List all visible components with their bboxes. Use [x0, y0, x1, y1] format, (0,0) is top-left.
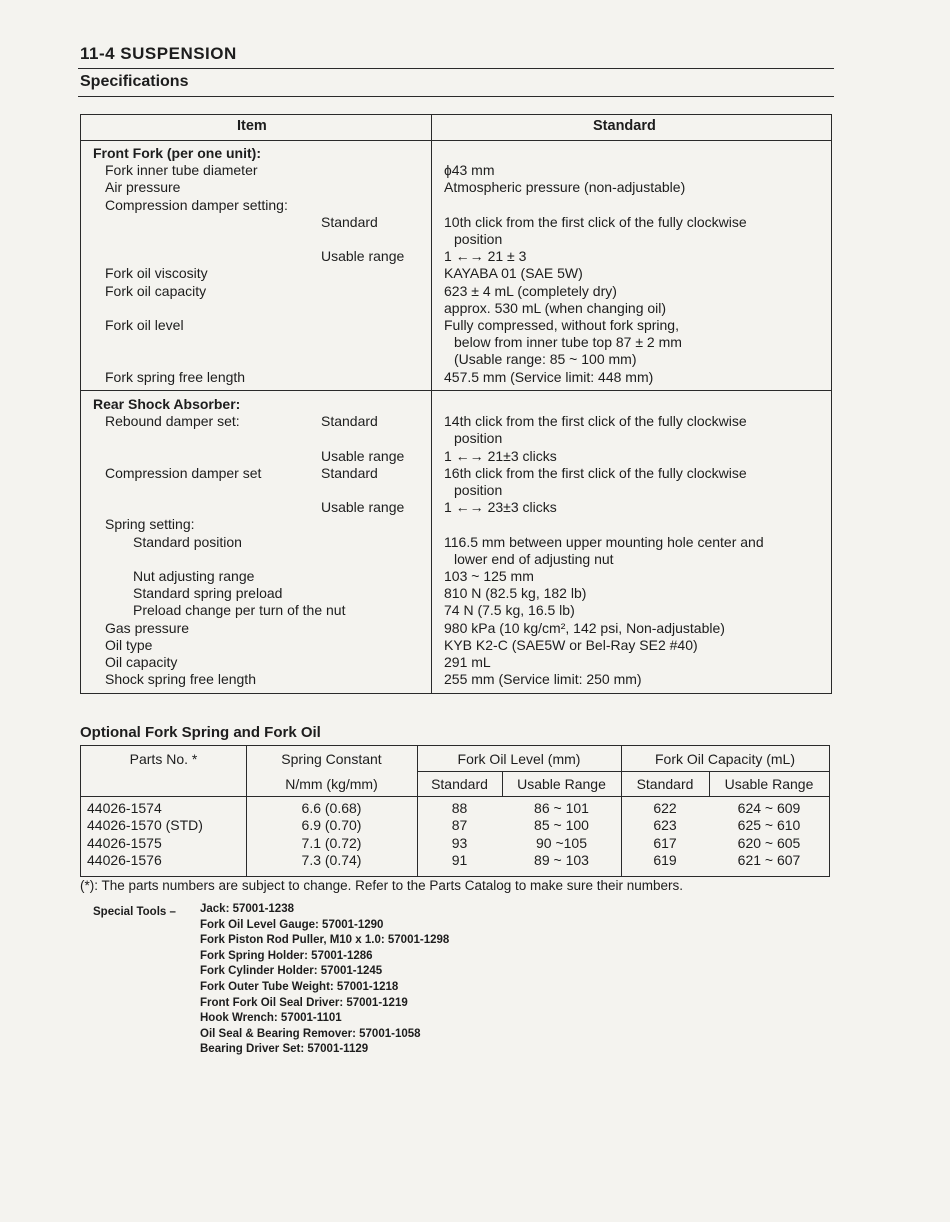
spec-label: Oil type	[105, 636, 153, 653]
spec-value: position	[454, 231, 503, 247]
spec-value: Atmospheric pressure (non-adjustable)	[444, 179, 686, 196]
optional-table-title: Optional Fork Spring and Fork Oil	[80, 724, 321, 741]
spec-value: 1 ←→ 23±3 clicks	[444, 499, 557, 516]
spec-label: Oil capacity	[105, 654, 178, 670]
spec-label: Rebound damper set:	[105, 413, 240, 430]
table-cell: 620 ~ 605	[737, 834, 801, 851]
spec-value: 116.5 mm between upper mounting hole center and	[444, 533, 764, 550]
special-tool-item: Jack: 57001-1238	[200, 903, 294, 915]
special-tool-item: Bearing Driver Set: 57001-1129	[200, 1043, 369, 1056]
spec-value: 10th click from the first click of the fully clockwise	[444, 213, 747, 230]
table-cell: 622	[653, 800, 677, 816]
spec-label: Air pressure	[105, 179, 181, 196]
special-tool-item: Hook Wrench: 57001-1101	[200, 1012, 342, 1025]
table-cell: 93	[451, 834, 468, 851]
table-divider	[417, 771, 829, 772]
table-cell: 87	[451, 817, 468, 834]
part-number: 44026-1574	[87, 800, 162, 816]
spec-label: Compression damper setting:	[105, 196, 288, 213]
spec-label: Preload change per turn of the nut	[133, 602, 346, 619]
special-tool-item: Oil Seal & Bearing Remover: 57001-1058	[200, 1027, 421, 1040]
spec-value: position	[454, 482, 503, 498]
part-number: 44026-1576	[87, 851, 162, 868]
table-cell: 90 ~105	[536, 834, 587, 851]
column-header-item: Item	[237, 118, 267, 134]
special-tool-item: Front Fork Oil Seal Driver: 57001-1219	[200, 996, 408, 1009]
spec-value: below from inner tube top 87 ± 2 mm	[454, 334, 682, 351]
spec-label: Gas pressure	[105, 619, 190, 636]
spec-value: (Usable range: 85 ~ 100 mm)	[454, 351, 637, 368]
section-title: Specifications	[80, 73, 189, 90]
table-cell: 85 ~ 100	[534, 817, 589, 834]
rear-shock-heading: Rear Shock Absorber:	[93, 396, 241, 412]
table-cell: 7.1 (0.72)	[301, 834, 362, 851]
table-cell: 91	[451, 851, 468, 868]
table-cell: 6.9 (0.70)	[301, 817, 362, 834]
spec-label: Shock spring free length	[105, 671, 256, 688]
section-rule	[78, 96, 834, 97]
special-tool-item: Fork Oil Level Gauge: 57001-1290	[200, 918, 384, 931]
column-header-standard: Standard	[593, 118, 656, 134]
spec-value: Fully compressed, without fork spring,	[444, 317, 679, 333]
table-cell: 624 ~ 609	[737, 800, 801, 816]
optional-fork-table	[80, 745, 830, 877]
spec-value: 623 ± 4 mL (completely dry)	[444, 282, 617, 299]
spec-value: 1 ←→ 21 ± 3	[444, 248, 527, 265]
spec-value: 1 ←→ 21±3 clicks	[444, 447, 557, 464]
spec-label: Standard spring preload	[133, 585, 283, 602]
spec-value: KYB K2-C (SAE5W or Bel-Ray SE2 #40)	[444, 636, 698, 653]
special-tool-item: Fork Cylinder Holder: 57001-1245	[200, 965, 383, 978]
table-cell: 88	[451, 800, 468, 816]
header-rule	[78, 68, 834, 69]
table-cell: 621 ~ 607	[737, 851, 801, 868]
spec-value: 810 N (82.5 kg, 182 lb)	[444, 585, 587, 602]
spec-value: 457.5 mm (Service limit: 448 mm)	[444, 368, 654, 385]
spec-sublabel: Usable range	[321, 447, 405, 464]
table-divider	[431, 115, 432, 693]
special-tools-label: Special Tools –	[93, 906, 176, 918]
parts-note: (*): The parts numbers are subject to change. Refer to the Parts Catalog to make sure their numbers.	[80, 878, 684, 893]
spec-sublabel: Standard	[321, 464, 378, 481]
spec-value: 16th click from the first click of the fully clockwise	[444, 464, 747, 481]
header-standard: Standard	[431, 776, 488, 792]
spec-value: 291 mL	[444, 654, 491, 670]
spec-label: Fork oil level	[105, 317, 184, 333]
spec-label: Spring setting:	[105, 516, 195, 533]
table-cell: 623	[653, 817, 677, 834]
spec-label: Fork oil capacity	[105, 282, 207, 299]
front-fork-heading: Front Fork (per one unit):	[93, 145, 261, 161]
spec-sublabel: Standard	[321, 213, 378, 230]
table-cell: 6.6 (0.68)	[301, 800, 362, 816]
spec-label: Fork inner tube diameter	[105, 162, 258, 179]
header-parts-no: Parts No. *	[129, 751, 198, 767]
special-tool-item: Fork Spring Holder: 57001-1286	[200, 949, 373, 962]
header-oil-level: Fork Oil Level (mm)	[457, 751, 581, 767]
table-cell: 625 ~ 610	[737, 817, 801, 834]
spec-value: 103 ~ 125 mm	[444, 568, 534, 584]
spec-value: position	[454, 430, 503, 447]
spec-value: 14th click from the first click of the fully clockwise	[444, 413, 747, 430]
table-divider	[81, 796, 829, 797]
spec-label: Fork oil viscosity	[105, 265, 208, 282]
header-spring-constant: Spring Constant	[281, 751, 382, 767]
spec-value: 74 N (7.5 kg, 16.5 lb)	[444, 602, 575, 619]
spec-sublabel: Usable range	[321, 248, 405, 265]
spec-sublabel: Standard	[321, 413, 378, 430]
spec-label: Standard position	[133, 533, 242, 550]
part-number: 44026-1570 (STD)	[87, 817, 203, 834]
spec-label: Compression damper set	[105, 464, 262, 481]
header-usable-range: Usable Range	[724, 776, 814, 792]
special-tool-item: Fork Outer Tube Weight: 57001-1218	[200, 981, 399, 993]
spec-label: Nut adjusting range	[133, 568, 255, 584]
table-cell: 619	[653, 851, 677, 868]
table-cell: 86 ~ 101	[534, 800, 589, 816]
spec-value: KAYABA 01 (SAE 5W)	[444, 265, 583, 282]
part-number: 44026-1575	[87, 834, 162, 851]
spec-sublabel: Usable range	[321, 499, 405, 516]
table-cell: 89 ~ 103	[534, 851, 589, 868]
spec-value: 255 mm (Service limit: 250 mm)	[444, 671, 642, 688]
table-cell: 7.3 (0.74)	[301, 851, 362, 868]
spec-value: 980 kPa (10 kg/cm², 142 psi, Non-adjustable)	[444, 619, 725, 636]
header-spring-unit: N/mm (kg/mm)	[285, 776, 378, 792]
spec-value: approx. 530 mL (when changing oil)	[444, 299, 667, 316]
header-standard: Standard	[636, 776, 694, 792]
table-cell: 617	[653, 834, 677, 851]
spec-value: lower end of adjusting nut	[454, 550, 614, 567]
spec-label: Fork spring free length	[105, 368, 246, 385]
spec-value: ɸ43 mm	[444, 162, 495, 179]
page-title: 11-4 SUSPENSION	[80, 44, 237, 63]
table-divider	[81, 140, 831, 141]
special-tool-item: Fork Piston Rod Puller, M10 x 1.0: 57001-1298	[200, 934, 450, 947]
table-divider	[81, 390, 831, 391]
header-oil-capacity: Fork Oil Capacity (mL)	[654, 751, 796, 767]
specifications-table	[80, 114, 832, 694]
header-usable-range: Usable Range	[517, 776, 606, 792]
